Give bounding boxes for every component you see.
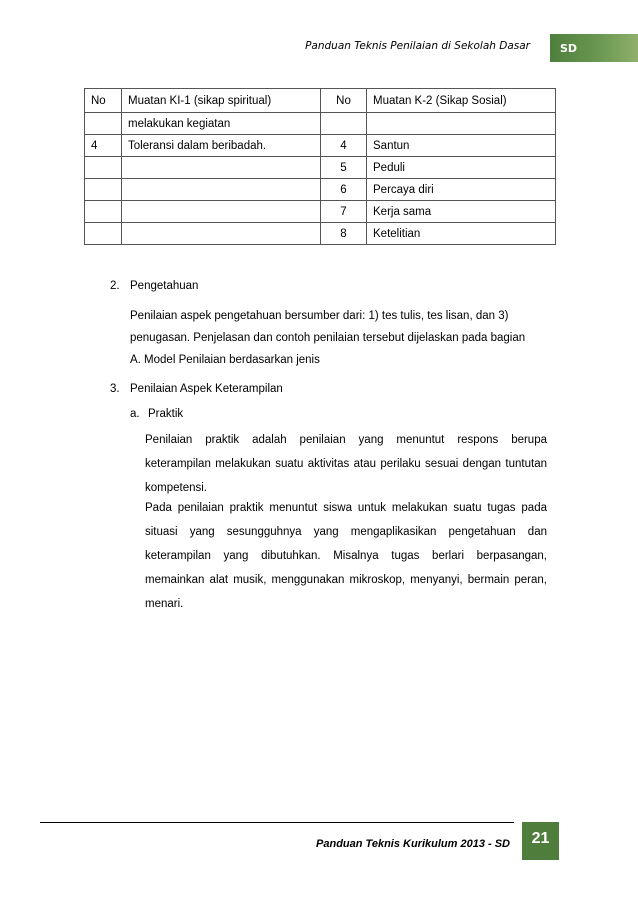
table-cell <box>122 223 321 245</box>
table-row <box>85 201 556 223</box>
section-2-line-3: A. Model Penilaian berdasarkan jenis <box>130 354 320 366</box>
table-cell: 6 <box>321 179 367 201</box>
table-header-row <box>85 89 556 113</box>
table-cell: Percaya diri <box>367 179 556 201</box>
table-cell <box>85 223 122 245</box>
table-cell: Toleransi dalam beribadah. <box>122 135 321 157</box>
table-cell <box>85 179 122 201</box>
section-2-heading: Pengetahuan <box>130 280 199 292</box>
table-cell: Kerja sama <box>367 201 556 223</box>
table-cell <box>122 201 321 223</box>
table-cell <box>85 201 122 223</box>
subsection-a-label: a. <box>130 408 140 420</box>
table-row <box>85 179 556 201</box>
table-cell: Ketelitian <box>367 223 556 245</box>
ki-table <box>84 88 556 245</box>
header-sosial: Muatan K-2 (Sikap Sosial) <box>367 89 556 113</box>
section-2-line-1: Penilaian aspek pengetahuan bersumber dari: 1) tes tulis, tes lisan, dan 3) <box>130 310 509 322</box>
table-row <box>85 223 556 245</box>
page-number: 21 <box>522 822 559 860</box>
table-cell: 7 <box>321 201 367 223</box>
header-no-1: No <box>85 89 122 113</box>
table-cell <box>85 157 122 179</box>
table-cell <box>85 113 122 135</box>
table-cell: Santun <box>367 135 556 157</box>
table-cell <box>367 113 556 135</box>
table-cell <box>122 179 321 201</box>
table-cell <box>321 113 367 135</box>
section-3-heading: Penilaian Aspek Keterampilan <box>130 383 283 395</box>
header-spiritual: Muatan KI-1 (sikap spiritual) <box>122 89 321 113</box>
section-2-number: 2. <box>110 280 120 292</box>
footer-title: Panduan Teknis Kurikulum 2013 - SD <box>316 838 510 850</box>
table-row <box>85 113 556 135</box>
footer-rule <box>40 822 514 823</box>
table-cell: 4 <box>321 135 367 157</box>
header-no-2: No <box>321 89 367 113</box>
table-cell: 8 <box>321 223 367 245</box>
table-cell: 4 <box>85 135 122 157</box>
table-cell <box>122 157 321 179</box>
table-row <box>85 135 556 157</box>
level-badge: SD <box>550 34 638 62</box>
page-header-title: Panduan Teknis Penilaian di Sekolah Dasar <box>305 40 530 52</box>
section-2-line-2: penugasan. Penjelasan dan contoh penilaian tersebut dijelaskan pada bagian <box>130 332 526 344</box>
praktik-paragraph-2: Pada penilaian praktik menuntut siswa untuk melakukan suatu tugas pada situasi yang sesungguhnya yang mengaplikasikan pengetahuan dan keterampilan yang dibutuhkan. Misalnya tugas berlari berpasangan, memainkan alat musik, menggunakan mikroskop, menyanyi, bermain peran, menari. <box>145 502 547 610</box>
section-3-number: 3. <box>110 383 120 395</box>
table-cell: 5 <box>321 157 367 179</box>
table-row <box>85 157 556 179</box>
table-cell: Peduli <box>367 157 556 179</box>
praktik-paragraph-1: Penilaian praktik adalah penilaian yang menuntut respons berupa keterampilan melakukan suatu aktivitas atau perilaku sesuai dengan tuntutan kompetensi. <box>145 434 547 494</box>
subsection-a-heading: Praktik <box>148 408 184 420</box>
table-cell: melakukan kegiatan <box>122 113 321 135</box>
